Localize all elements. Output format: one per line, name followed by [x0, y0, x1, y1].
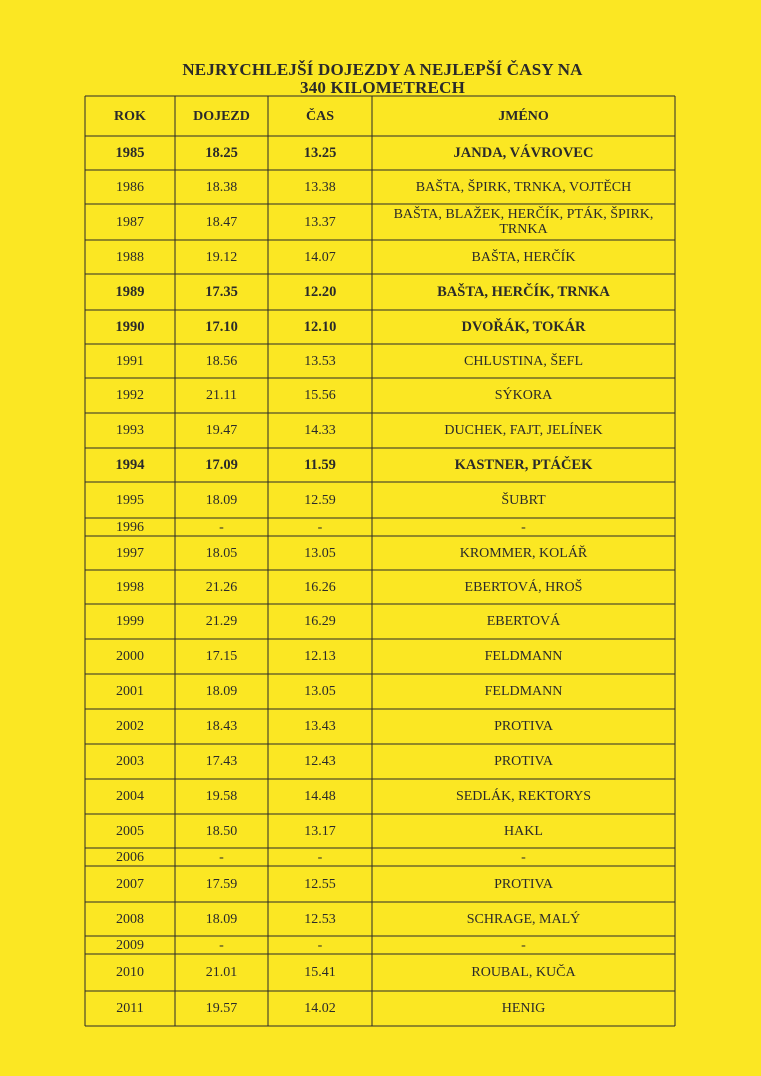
cell-arrival: - [219, 849, 224, 865]
cell-arrival: 19.57 [205, 1001, 238, 1016]
cell-time: 15.56 [304, 388, 336, 403]
cell-time: 16.29 [304, 614, 336, 629]
cell-name: SÝKORA [494, 388, 553, 403]
cell-time: 13.53 [304, 353, 336, 369]
cell-name: ROUBAL, KUČA [471, 965, 576, 980]
cell-year: 2010 [116, 965, 144, 980]
cell-name: KASTNER, PTÁČEK [454, 456, 593, 473]
header-time: ČAS [305, 108, 334, 124]
cell-time: 12.43 [304, 754, 336, 769]
cell-year: 2001 [116, 684, 144, 699]
cell-arrival: 17.15 [205, 649, 238, 664]
cell-arrival: 18.38 [205, 179, 238, 195]
cell-year: 1989 [115, 283, 145, 300]
cell-time: 14.33 [304, 423, 336, 438]
cell-name: FELDMANN [484, 684, 563, 699]
cell-year: 2004 [116, 789, 144, 804]
cell-arrival: 19.58 [205, 789, 238, 804]
cell-year: 1993 [116, 423, 144, 438]
cell-name: ŠUBRT [501, 492, 546, 508]
cell-year: 2003 [116, 754, 144, 769]
cell-time: 15.41 [304, 965, 336, 980]
cell-arrival: 18.25 [205, 144, 238, 161]
cell-time: 12.55 [304, 876, 336, 892]
cell-name: JANDA, VÁVROVEC [453, 144, 594, 161]
cell-name: BAŠTA, ŠPIRK, TRNKA, VOJTĚCH [415, 179, 632, 195]
cell-name: BAŠTA, HERČÍK, TRNKA [437, 283, 610, 300]
cell-time: 13.05 [304, 545, 336, 561]
cell-year: 2006 [116, 849, 144, 865]
cell-arrival: - [219, 519, 224, 535]
cell-name: - [521, 519, 526, 535]
cell-time: 12.59 [304, 492, 336, 508]
cell-time: 13.05 [304, 684, 336, 699]
cell-name: EBERTOVÁ [486, 614, 561, 629]
cell-year: 2011 [116, 1001, 144, 1016]
cell-name: HENIG [501, 1001, 546, 1016]
cell-time: 13.43 [304, 719, 336, 734]
cell-year: 2002 [116, 719, 144, 734]
cell-time: 11.59 [304, 456, 336, 473]
cell-year: 1991 [116, 353, 144, 369]
cell-year: 1994 [115, 456, 145, 473]
cell-time: 14.07 [304, 249, 336, 265]
cell-year: 1999 [116, 614, 144, 629]
cell-name: KROMMER, KOLÁŘ [459, 545, 588, 561]
cell-time: - [317, 849, 323, 865]
cell-time: 12.10 [303, 318, 337, 335]
cell-arrival: 18.50 [205, 823, 238, 839]
cell-time: 13.17 [304, 823, 336, 839]
cell-year: 1998 [116, 579, 144, 595]
cell-year: 2007 [116, 876, 144, 892]
cell-name: CHLUSTINA, ŠEFL [463, 353, 583, 369]
header-arrival: DOJEZD [193, 108, 250, 124]
cell-time: 14.02 [304, 1001, 336, 1016]
cell-time: 13.37 [304, 214, 336, 230]
cell-name: SCHRAGE, MALÝ [466, 911, 581, 927]
cell-arrival: 21.01 [205, 965, 238, 980]
cell-year: 2008 [116, 911, 144, 927]
cell-time: 16.26 [304, 579, 336, 595]
cell-arrival: 21.11 [206, 388, 237, 403]
cell-name: - [521, 849, 526, 865]
cell-arrival: 19.47 [205, 423, 238, 438]
cell-time: 13.38 [304, 179, 336, 195]
document-title-line-1: NEJRYCHLEJŠÍ DOJEZDY A NEJLEPŠÍ ČASY NA [182, 60, 583, 79]
cell-year: 1992 [116, 388, 144, 403]
cell-year: 1997 [116, 545, 144, 561]
cell-name: DUCHEK, FAJT, JELÍNEK [444, 423, 603, 438]
header-year: ROK [114, 108, 146, 124]
cell-year: 1990 [115, 318, 145, 335]
cell-arrival: 18.43 [205, 719, 238, 734]
cell-arrival: 17.35 [205, 283, 238, 300]
cell-arrival: 17.10 [205, 318, 238, 335]
cell-arrival: 18.56 [205, 353, 238, 369]
header-name: JMÉNO [498, 108, 549, 124]
cell-year: 2000 [116, 649, 144, 664]
cell-year: 1985 [115, 144, 145, 161]
cell-time: 12.13 [304, 649, 336, 664]
cell-time: - [317, 519, 323, 535]
cell-arrival: 18.09 [205, 684, 238, 699]
results-table [85, 96, 675, 1026]
cell-arrival: 18.09 [205, 911, 238, 927]
cell-year: 2005 [116, 823, 144, 839]
cell-year: 1986 [116, 179, 144, 195]
cell-arrival: 18.05 [205, 545, 238, 561]
cell-time: 13.25 [303, 144, 337, 161]
cell-name: SEDLÁK, REKTORYS [455, 789, 592, 804]
cell-year: 1987 [116, 214, 144, 230]
cell-time: 14.48 [304, 789, 336, 804]
cell-arrival: 21.26 [205, 579, 238, 595]
cell-name: - [521, 937, 526, 953]
cell-year: 1988 [116, 249, 144, 265]
cell-year: 1995 [116, 492, 144, 508]
cell-name: PROTIVA [494, 876, 553, 892]
cell-name: HAKL [504, 823, 543, 839]
cell-name: FELDMANN [484, 649, 563, 664]
cell-name: BAŠTA, HERČÍK [471, 249, 576, 265]
document-title-line-2: 340 KILOMETRECH [300, 78, 465, 97]
cell-name: EBERTOVÁ, HROŠ [464, 579, 583, 595]
cell-time: 12.53 [304, 911, 336, 927]
cell-name: PROTIVA [494, 719, 553, 734]
cell-arrival: 19.12 [205, 249, 238, 265]
cell-name: PROTIVA [494, 754, 553, 769]
cell-arrival: 18.47 [205, 214, 238, 230]
cell-name: BAŠTA, BLAŽEK, HERČÍK, PTÁK, ŠPIRK, TRNKA [393, 207, 654, 237]
cell-arrival: - [219, 937, 224, 953]
cell-year: 1996 [116, 519, 144, 535]
cell-arrival: 17.43 [205, 754, 238, 769]
cell-time: 12.20 [303, 283, 337, 300]
cell-arrival: 18.09 [205, 492, 238, 508]
cell-arrival: 17.09 [205, 456, 238, 473]
cell-arrival: 17.59 [205, 876, 238, 892]
cell-arrival: 21.29 [205, 614, 238, 629]
cell-name: DVOŘÁK, TOKÁR [461, 318, 586, 335]
cell-time: - [317, 937, 323, 953]
cell-year: 2009 [116, 937, 144, 953]
